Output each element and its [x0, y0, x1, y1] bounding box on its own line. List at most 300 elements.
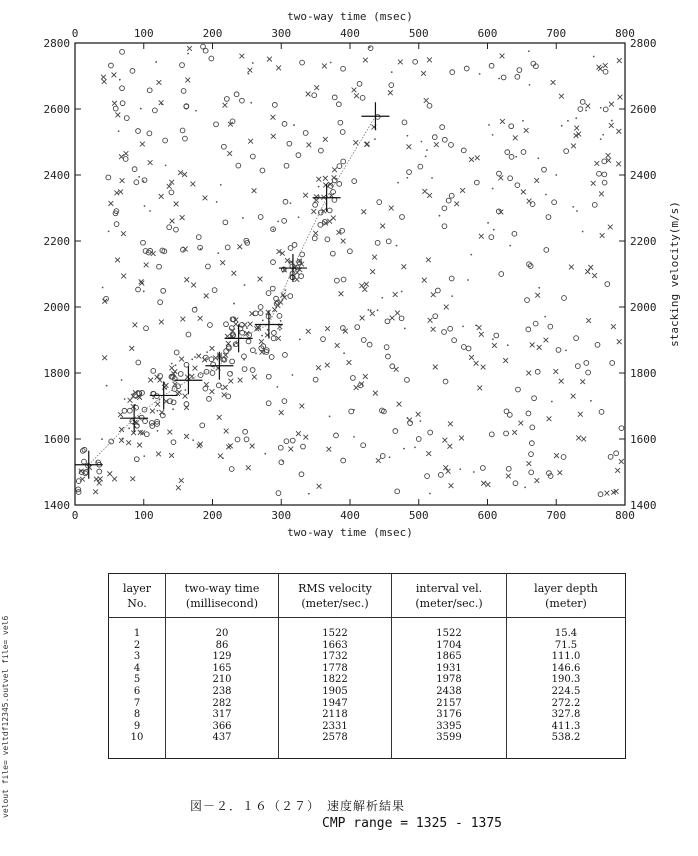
semblance-point [500, 119, 505, 124]
semblance-point [316, 365, 321, 370]
semblance-point [184, 389, 186, 391]
semblance-point [504, 431, 509, 436]
table-cell: 146.6 [551, 662, 581, 674]
semblance-point [335, 343, 340, 348]
semblance-point [282, 399, 287, 404]
table-cell: 1 [133, 628, 141, 639]
semblance-point [526, 327, 531, 332]
semblance-point [280, 320, 282, 322]
semblance-point [424, 98, 429, 103]
semblance-point [546, 215, 551, 220]
header-text: RMS velocity [298, 582, 372, 595]
semblance-point [180, 317, 185, 322]
semblance-point [353, 140, 358, 145]
semblance-point [427, 193, 432, 198]
semblance-point [498, 78, 500, 80]
semblance-point [576, 435, 581, 440]
semblance-point [600, 107, 602, 109]
semblance-point [422, 278, 427, 283]
semblance-point [276, 336, 281, 341]
semblance-point [203, 196, 208, 201]
semblance-point [590, 400, 592, 402]
semblance-point [258, 277, 263, 282]
semblance-point [250, 444, 255, 449]
semblance-point [391, 71, 393, 73]
semblance-point [330, 251, 335, 256]
semblance-point [574, 336, 579, 341]
semblance-point [112, 477, 117, 482]
semblance-point [554, 453, 559, 458]
semblance-point [334, 278, 339, 283]
semblance-point [367, 309, 369, 311]
semblance-point [148, 160, 153, 165]
semblance-point [515, 74, 520, 79]
semblance-point [340, 130, 345, 135]
semblance-point [227, 151, 232, 156]
table-cell: 1522 [436, 628, 462, 639]
semblance-point [242, 367, 247, 372]
semblance-point [574, 133, 579, 138]
x-tick-label: 300 [271, 509, 292, 522]
semblance-point [332, 167, 337, 172]
semblance-point [552, 200, 557, 205]
semblance-point [380, 224, 385, 229]
semblance-point [144, 205, 146, 207]
semblance-point [405, 377, 410, 382]
semblance-point [452, 338, 457, 343]
x-tick-label-top: 500 [408, 27, 429, 40]
semblance-point [586, 318, 591, 323]
semblance-point [450, 70, 455, 75]
semblance-point [376, 458, 381, 463]
semblance-point [109, 63, 114, 68]
semblance-point [466, 346, 471, 351]
semblance-point [331, 216, 336, 221]
semblance-point [178, 372, 183, 377]
semblance-point [323, 183, 328, 188]
semblance-point [237, 244, 242, 249]
semblance-point [175, 364, 177, 366]
semblance-point [311, 209, 316, 214]
semblance-point [181, 89, 186, 94]
semblance-point [288, 246, 293, 251]
semblance-point [267, 329, 269, 331]
semblance-point [575, 364, 580, 369]
table-cell: 10 [130, 732, 144, 744]
semblance-point [187, 46, 192, 51]
semblance-point [164, 383, 169, 388]
semblance-point [449, 193, 454, 198]
semblance-point [322, 64, 327, 69]
semblance-point [260, 168, 265, 173]
semblance-point [551, 401, 553, 403]
semblance-point [556, 348, 561, 353]
semblance-point [216, 201, 218, 203]
semblance-point [538, 287, 540, 289]
semblance-point [614, 451, 619, 456]
semblance-point [475, 155, 480, 160]
semblance-point [535, 293, 540, 298]
semblance-point [224, 97, 229, 102]
semblance-point [426, 149, 428, 151]
semblance-point [393, 429, 398, 434]
semblance-point [585, 269, 590, 274]
semblance-point [532, 396, 537, 401]
semblance-point [339, 291, 344, 296]
semblance-point [372, 255, 377, 260]
semblance-point [233, 322, 238, 327]
table-cell: 6 [133, 685, 141, 697]
semblance-point [180, 128, 185, 133]
semblance-point [132, 167, 137, 172]
table-cell: 366 [212, 720, 232, 732]
semblance-point [592, 273, 597, 278]
semblance-point [190, 182, 195, 187]
semblance-point [130, 476, 135, 481]
semblance-point [285, 289, 287, 291]
semblance-point [250, 102, 252, 104]
semblance-point [163, 138, 168, 143]
semblance-point [247, 73, 249, 75]
semblance-point [226, 394, 231, 399]
semblance-point [337, 164, 342, 169]
semblance-point [428, 318, 433, 323]
semblance-point [442, 438, 447, 443]
semblance-point [609, 123, 614, 128]
semblance-point [144, 263, 149, 268]
semblance-point [252, 375, 257, 380]
semblance-point [230, 119, 235, 124]
semblance-point [124, 398, 126, 400]
semblance-point [384, 345, 389, 350]
column-rms-velocity [279, 618, 392, 759]
semblance-point [380, 454, 385, 459]
semblance-point [149, 210, 151, 212]
y-tick-label-right: 2400 [630, 169, 657, 182]
semblance-point [477, 325, 482, 330]
semblance-point [261, 335, 263, 337]
cmp-range: CMP range = 1325 - 1375 [322, 816, 503, 831]
semblance-point [610, 361, 615, 366]
semblance-point [557, 470, 562, 475]
table-cell: 1931 [436, 662, 462, 674]
table-cell: 1522 [322, 628, 348, 639]
semblance-point [293, 124, 295, 126]
semblance-point [395, 489, 400, 494]
semblance-point [580, 379, 585, 384]
semblance-point [479, 332, 484, 337]
semblance-point [208, 323, 213, 328]
semblance-point [512, 430, 517, 435]
semblance-point [515, 183, 520, 188]
table-cell: 437 [212, 732, 232, 744]
y-tick-label-right: 1800 [630, 367, 657, 380]
semblance-point [192, 439, 194, 441]
semblance-point [602, 172, 607, 177]
semblance-point [535, 478, 540, 483]
semblance-point [134, 457, 139, 462]
semblance-point [470, 254, 472, 256]
semblance-point [253, 311, 258, 316]
semblance-point [248, 322, 253, 327]
semblance-point [255, 352, 257, 354]
semblance-point [118, 130, 120, 132]
semblance-point [152, 398, 154, 400]
semblance-point [217, 415, 222, 420]
semblance-point [259, 339, 264, 344]
semblance-point [329, 416, 331, 418]
semblance-point [156, 80, 161, 85]
semblance-point [507, 412, 512, 417]
semblance-point [576, 132, 581, 137]
table-cell: 282 [212, 697, 232, 709]
semblance-point [530, 342, 535, 347]
x-tick-label-top: 400 [340, 27, 360, 40]
column-layer-depth [507, 618, 626, 759]
semblance-point [277, 324, 282, 329]
semblance-point [359, 382, 364, 387]
x-tick-label: 800 [615, 509, 635, 522]
semblance-point [602, 134, 604, 136]
semblance-point [183, 394, 188, 399]
table-cell: 86 [215, 639, 229, 651]
semblance-point [353, 409, 355, 411]
semblance-point [395, 311, 400, 316]
semblance-point [580, 100, 585, 105]
x-axis-title-bottom: two-way time (msec) [287, 526, 413, 539]
semblance-point [401, 291, 403, 293]
semblance-point [479, 234, 484, 239]
semblance-point [141, 240, 146, 245]
semblance-point [489, 235, 494, 240]
picked-velocity-point [313, 184, 341, 212]
semblance-point [432, 135, 437, 140]
semblance-point [115, 112, 120, 117]
semblance-point [161, 103, 163, 105]
semblance-point [239, 54, 244, 59]
semblance-point [600, 138, 602, 140]
semblance-point [454, 201, 459, 206]
semblance-point [443, 379, 448, 384]
semblance-point [406, 135, 408, 137]
semblance-point [429, 493, 431, 495]
semblance-point [207, 396, 212, 401]
semblance-point [569, 265, 574, 270]
semblance-point [284, 163, 289, 168]
semblance-point [526, 461, 531, 466]
semblance-point [545, 194, 547, 196]
y-tick-label: 2400 [43, 169, 70, 182]
semblance-point [386, 354, 391, 359]
semblance-point [136, 360, 141, 365]
semblance-point [269, 355, 274, 360]
semblance-point [488, 124, 490, 126]
table-cell: 224.5 [551, 685, 581, 697]
semblance-point [603, 63, 608, 68]
column-interval-velocity [392, 618, 507, 759]
semblance-point [169, 180, 174, 185]
x-tick-label: 500 [408, 509, 429, 522]
semblance-point [553, 369, 558, 374]
semblance-point [179, 357, 184, 362]
semblance-point [581, 437, 586, 442]
semblance-point [266, 401, 271, 406]
table-cell: 111.0 [551, 651, 581, 663]
semblance-point [564, 149, 569, 154]
semblance-point [252, 62, 254, 64]
semblance-point [440, 125, 445, 130]
semblance-point [442, 330, 447, 335]
table-cell: 129 [212, 651, 232, 663]
semblance-point [312, 236, 317, 241]
semblance-point [596, 65, 601, 70]
semblance-point [206, 264, 211, 269]
y-tick-label: 2800 [43, 37, 70, 50]
semblance-point [184, 402, 189, 407]
semblance-point [385, 319, 390, 324]
semblance-point [136, 129, 141, 134]
semblance-point [354, 93, 359, 98]
semblance-point [505, 150, 510, 155]
semblance-point [474, 361, 479, 366]
semblance-point [228, 371, 233, 376]
semblance-point [250, 368, 255, 373]
table-cell: 190.3 [551, 674, 581, 686]
semblance-point [332, 95, 337, 100]
semblance-point [460, 188, 465, 193]
semblance-point [323, 137, 328, 142]
semblance-point [271, 115, 276, 120]
semblance-point [193, 366, 198, 371]
semblance-point [179, 478, 184, 483]
semblance-point [218, 454, 223, 459]
table-cell: 4 [133, 662, 141, 674]
semblance-point [325, 237, 330, 242]
semblance-point [276, 65, 281, 70]
semblance-point [220, 260, 225, 265]
semblance-point [547, 416, 552, 421]
semblance-point [220, 385, 222, 387]
semblance-point [136, 287, 141, 292]
y-tick-label: 1600 [43, 433, 70, 446]
semblance-point [299, 339, 301, 341]
semblance-point [616, 129, 621, 134]
semblance-point [509, 154, 514, 159]
semblance-point [585, 104, 590, 109]
semblance-point [334, 433, 339, 438]
semblance-point [223, 103, 228, 108]
semblance-point [591, 181, 596, 186]
y-tick-label: 1400 [43, 499, 70, 512]
semblance-point [118, 412, 123, 417]
semblance-point [151, 368, 156, 373]
semblance-point [97, 481, 102, 486]
semblance-point [434, 142, 439, 147]
plot-frame [75, 43, 625, 505]
semblance-point [174, 227, 179, 232]
semblance-point [442, 224, 447, 229]
semblance-point [321, 337, 326, 342]
semblance-point [283, 352, 288, 357]
semblance-point [416, 412, 421, 417]
semblance-point [403, 448, 405, 450]
semblance-point [128, 427, 130, 429]
semblance-point [451, 295, 453, 297]
semblance-point [503, 358, 508, 363]
picked-velocity-point [361, 102, 389, 130]
semblance-point [318, 195, 320, 197]
semblance-point [362, 287, 367, 292]
semblance-point [343, 329, 348, 334]
semblance-point [497, 171, 502, 176]
semblance-point [373, 391, 378, 396]
semblance-point [459, 436, 464, 441]
semblance-point [270, 286, 275, 291]
semblance-point [303, 435, 308, 440]
table-cell: 1704 [436, 639, 462, 651]
semblance-point [474, 180, 479, 185]
semblance-point [617, 58, 622, 63]
semblance-point [473, 471, 475, 473]
column-two-way-time [166, 618, 279, 759]
semblance-point [174, 201, 179, 206]
semblance-point [528, 50, 530, 52]
semblance-point [397, 182, 399, 184]
semblance-point [498, 175, 503, 180]
semblance-point [397, 402, 402, 407]
semblance-point [605, 282, 610, 287]
semblance-point [375, 240, 380, 245]
semblance-point [224, 322, 229, 327]
header-text: two-way time [184, 582, 260, 595]
semblance-point [94, 477, 99, 482]
semblance-point [480, 466, 485, 471]
y-tick-label: 2200 [43, 235, 70, 248]
semblance-point [370, 309, 372, 311]
semblance-point [461, 345, 466, 350]
semblance-point [542, 167, 547, 172]
semblance-point [352, 88, 357, 93]
semblance-point [361, 209, 366, 214]
semblance-point [228, 443, 233, 448]
table-header-cell [166, 574, 279, 618]
semblance-point [120, 49, 125, 54]
semblance-point [170, 219, 175, 224]
x-tick-label: 200 [202, 509, 223, 522]
semblance-point [106, 385, 108, 387]
semblance-point [597, 171, 602, 176]
semblance-point [603, 107, 608, 112]
semblance-point [603, 69, 608, 74]
semblance-point [143, 290, 145, 292]
semblance-point [144, 326, 149, 331]
table-cell: 1947 [322, 697, 348, 709]
semblance-point [128, 398, 133, 403]
table-header-cell [392, 574, 507, 618]
semblance-point [616, 161, 621, 166]
semblance-point [102, 79, 107, 84]
semblance-point [467, 279, 469, 281]
semblance-point [600, 233, 605, 238]
semblance-point [479, 73, 481, 75]
semblance-point [303, 193, 308, 198]
semblance-point [325, 363, 330, 368]
semblance-point [481, 481, 486, 486]
semblance-point [419, 420, 421, 422]
semblance-point [246, 465, 251, 470]
semblance-point [129, 346, 134, 351]
semblance-point [389, 206, 394, 211]
